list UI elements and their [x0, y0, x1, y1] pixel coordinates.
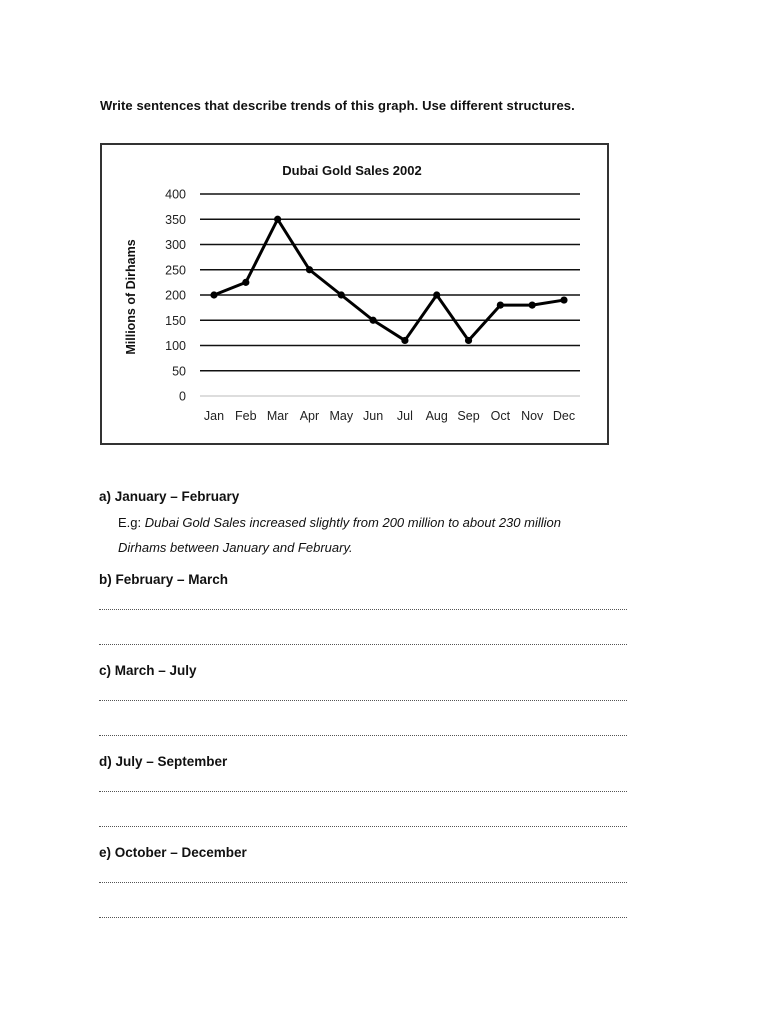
data-point-jun	[369, 317, 376, 324]
y-tick-label: 300	[165, 238, 186, 252]
chart-frame	[100, 143, 609, 445]
x-tick-label: Jan	[203, 409, 225, 423]
example-text-1: Dubai Gold Sales increased slightly from 200 million to about 230 million	[144, 515, 561, 530]
question-c-heading: c) March – July	[99, 663, 197, 678]
y-tick-label: 200	[165, 288, 186, 303]
data-point-nov	[529, 302, 536, 309]
question-e-heading: e) October – December	[99, 845, 247, 860]
x-tick-label: Apr	[299, 409, 320, 423]
y-tick-labels	[165, 188, 186, 404]
question-b-heading: b) February – March	[99, 572, 229, 587]
x-tick-label: Jun	[363, 409, 384, 423]
data-point-apr	[306, 266, 313, 273]
instruction-text: Write sentences that describe trends of this graph. Use different structures.	[100, 98, 575, 113]
x-tick-label: Nov	[521, 409, 544, 423]
gridlines	[200, 194, 580, 396]
x-tick-label: Sep	[457, 409, 480, 423]
example-text-2: Dirhams between January and February.	[118, 540, 353, 555]
y-tick-label: 150	[165, 313, 186, 328]
x-tick-label: May	[329, 409, 354, 423]
chart-title: Dubai Gold Sales 2002	[282, 163, 422, 178]
y-tick-label: 250	[165, 263, 186, 278]
y-tick-label: 0	[179, 389, 186, 404]
y-tick-label: 350	[165, 212, 186, 227]
y-axis-label: Millions of Dirhams	[124, 239, 138, 355]
answer-line-c1[interactable]	[99, 700, 627, 701]
data-point-jul	[401, 337, 408, 344]
question-a-heading: a) January – February	[99, 489, 240, 504]
series-line	[214, 219, 564, 340]
y-tick-label: 100	[165, 339, 186, 353]
answer-line-e2[interactable]	[99, 917, 627, 918]
x-tick-labels	[204, 409, 575, 423]
example-label: E.g:	[118, 515, 145, 530]
x-tick-label: Aug	[425, 409, 448, 423]
x-tick-label: Dec	[552, 409, 576, 423]
line-chart	[102, 145, 607, 443]
x-tick-label: Oct	[490, 409, 511, 423]
x-tick-label: Feb	[235, 409, 257, 423]
answer-line-b1[interactable]	[99, 609, 627, 610]
x-tick-label: Jul	[396, 409, 413, 423]
data-point-may	[338, 291, 345, 298]
answer-line-d1[interactable]	[99, 791, 627, 792]
y-tick-label: 50	[172, 364, 186, 379]
answer-line-c2[interactable]	[99, 735, 627, 736]
data-point-mar	[274, 216, 281, 223]
data-point-jan	[210, 291, 217, 298]
answer-line-b2[interactable]	[99, 644, 627, 645]
question-d-heading: d) July – September	[99, 754, 228, 769]
y-tick-label: 400	[165, 187, 186, 202]
data-point-sep	[465, 337, 472, 344]
answer-line-d2[interactable]	[99, 826, 627, 827]
answer-line-e1[interactable]	[99, 882, 627, 883]
data-point-dec	[560, 296, 567, 303]
example-answer	[118, 510, 678, 560]
example-line-1	[118, 510, 678, 535]
x-tick-label: Mar	[266, 409, 289, 423]
data-point-feb	[242, 279, 249, 286]
series-gold-sales	[210, 216, 567, 344]
data-point-oct	[497, 302, 504, 309]
data-point-aug	[433, 291, 440, 298]
